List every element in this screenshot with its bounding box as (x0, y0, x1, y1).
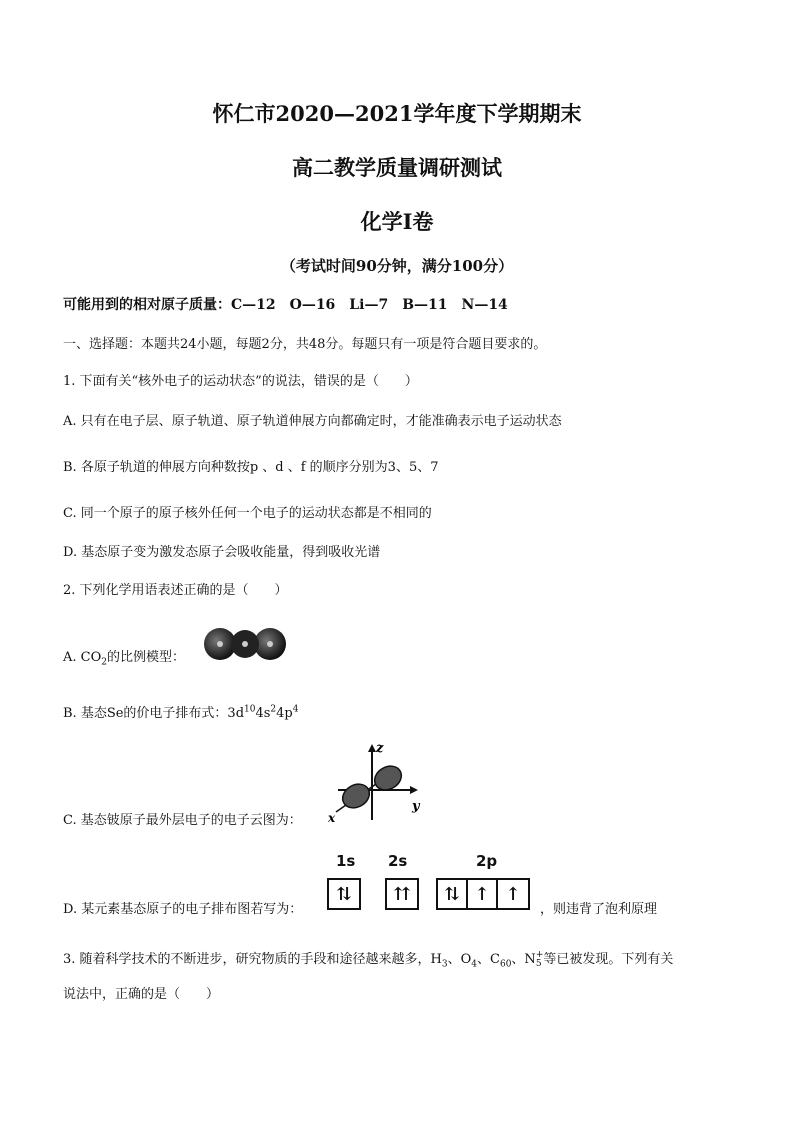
q3-sub2: 4 (471, 959, 478, 970)
orbital-box-2s (385, 878, 419, 910)
q2-option-a (63, 646, 185, 668)
q3-sub1: 3 (441, 959, 448, 970)
q3-text3: 、C (477, 952, 500, 967)
q1-option-a: A. 只有在电子层、原子轨道、原子轨道伸展方向都确定时，才能准确表示电子运动状态 (63, 414, 562, 429)
exam-title-line3: 化学Ⅰ卷 (360, 209, 434, 234)
section-heading: 一、选择题：本题共24小题，每题2分，共48分。每题只有一项是符合题目要求的。 (63, 337, 547, 352)
z-arrow (368, 744, 376, 752)
z-label: z (376, 741, 384, 756)
q2-option-d-suffix: ，则违背了泡利原理 (540, 902, 658, 917)
q2-a-text: A. CO (63, 650, 102, 665)
orbital-label-2s: 2s (388, 852, 408, 870)
orbital-label-1s: 1s (336, 852, 356, 870)
x-label: x (328, 811, 336, 824)
time-note: （考试时间90分钟，满分100分） (280, 257, 514, 275)
q2-a-text2: 的比例模型： (107, 650, 186, 665)
q2-b-sup3: 4 (292, 704, 299, 715)
q2-a-sub: 2 (101, 657, 107, 668)
atomic-masses: 可能用到的相对原子质量：C—12 O—16 Li—7 B—11 N—14 (63, 297, 508, 313)
y-arrow (410, 786, 418, 794)
q2-option-c: C. 基态铍原子最外层电子的电子云图为： (63, 813, 302, 828)
orbital-cell: ↑ (468, 880, 498, 908)
q2-stem: 2. 下列化学用语表述正确的是（ ） (63, 583, 288, 598)
exam-title-line1: 怀仁市2020—2021学年度下学期期末 (212, 101, 582, 126)
q1-stem: 1. 下面有关“核外电子的运动状态”的说法，错误的是（ ） (63, 374, 418, 389)
orbital-cell: ↑ (505, 883, 521, 905)
q3-text4: 、N (511, 952, 536, 967)
orbital-label-2p: 2p (476, 852, 498, 870)
q3-sub4: 5 (535, 958, 542, 969)
q3-sub3: 60 (499, 959, 512, 970)
q2-b-sup2: 2 (270, 704, 277, 715)
q3-sup4: + (535, 949, 544, 960)
q3-stem-line2: 说法中，正确的是（ ） (63, 987, 220, 1002)
orbital-cell: ⇈ (394, 883, 410, 905)
co2-ball-model-icon (202, 624, 288, 664)
electron-cloud-diagram (326, 740, 430, 824)
q2-b-sup1: 10 (244, 704, 256, 715)
q1-option-d: D. 基态原子变为激发态原子会吸收能量，得到吸收光谱 (63, 545, 381, 560)
q2-b-text: B. 基态Se的价电子排布式：3d (63, 706, 245, 721)
q3-text2: 、O (447, 952, 472, 967)
orbital-cell: ⇅ (336, 883, 352, 905)
orbital-box-1s (327, 878, 361, 910)
orbital-box-2p (436, 878, 530, 910)
q2-b-text2: 4s (255, 706, 271, 721)
q2-b-text3: 4p (276, 706, 293, 721)
q1-option-b: B. 各原子轨道的伸展方向种数按p 、d 、f 的顺序分别为3、5、7 (63, 460, 439, 475)
q3-text: 3. 随着科学技术的不断进步，研究物质的手段和途径越来越多，H (63, 952, 442, 967)
y-label: y (412, 799, 420, 814)
orbital-cell: ⇅ (438, 880, 468, 908)
q3-text5: 等已被发现。下列有关 (543, 952, 674, 967)
q2-option-b (63, 702, 298, 721)
q2-option-d-text: D. 某元素基态原子的电子排布图若写为： (63, 902, 303, 917)
exam-title-line2: 高二教学质量调研测试 (292, 155, 502, 180)
q1-option-c: C. 同一个原子的原子核外任何一个电子的运动状态都是不相同的 (63, 506, 432, 521)
orbital-lobe-lower (338, 779, 373, 812)
q3-stem-line1 (63, 948, 673, 970)
